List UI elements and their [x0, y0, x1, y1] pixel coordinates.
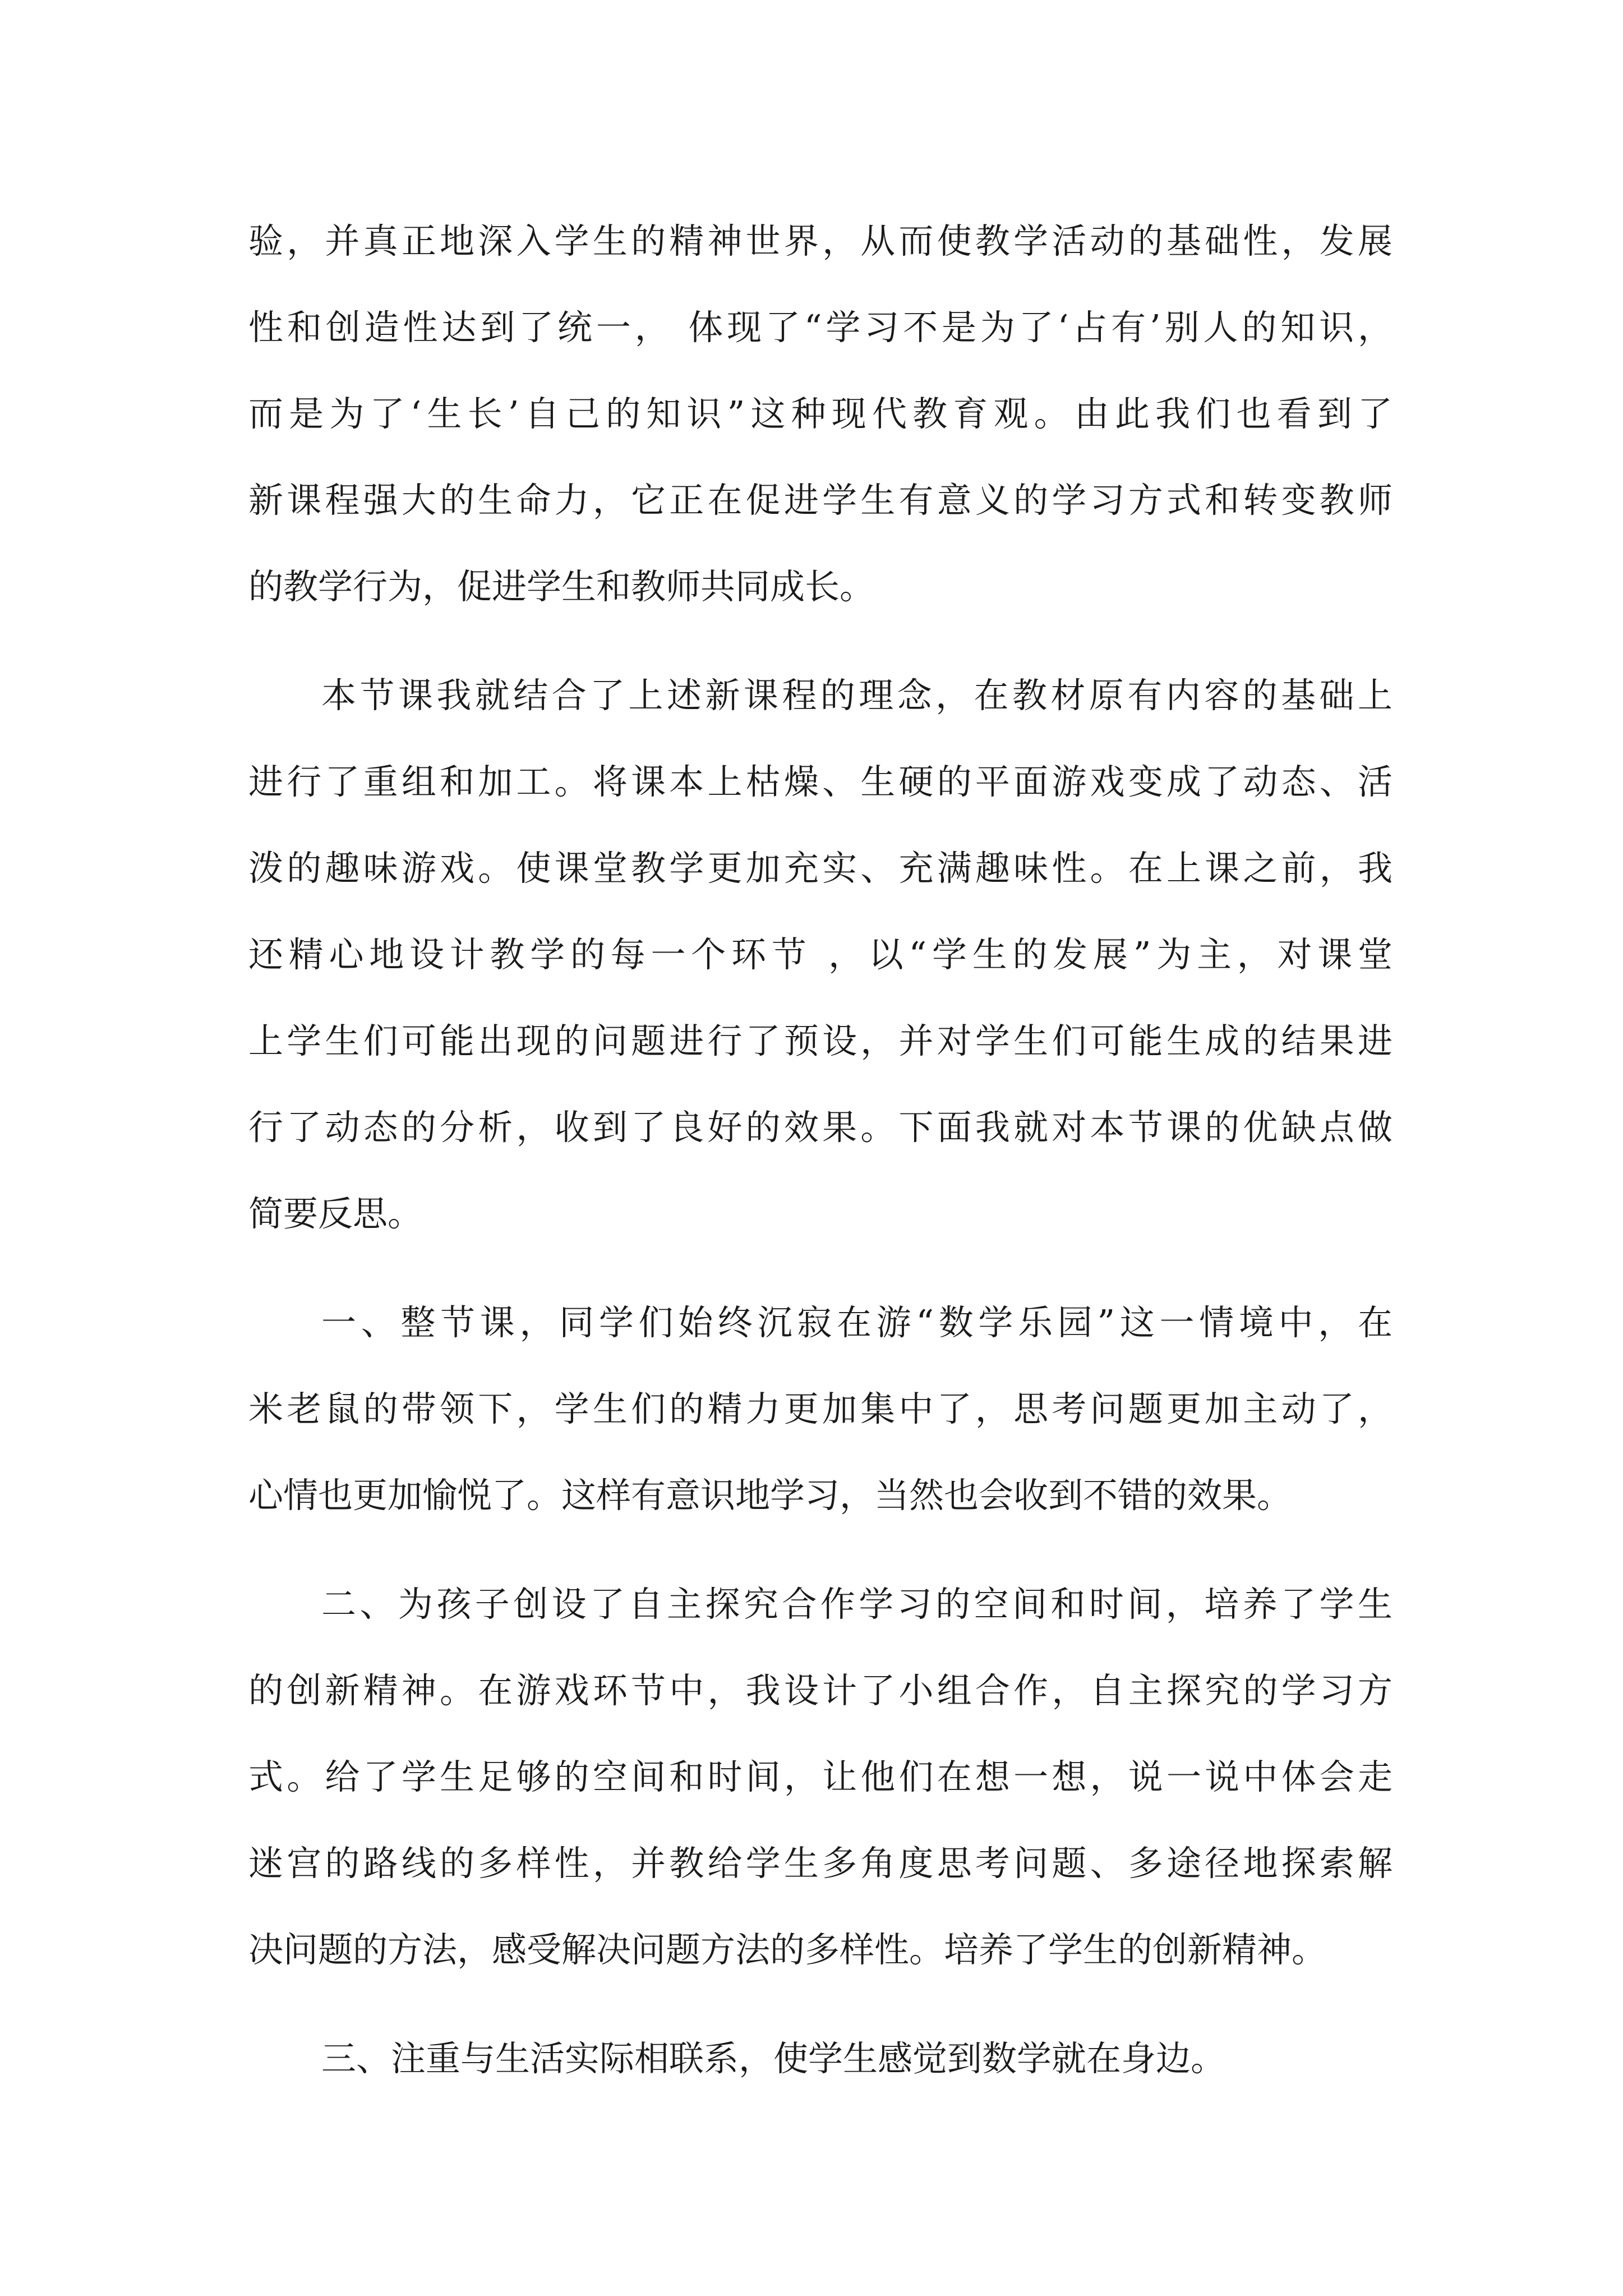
text-line: 米老鼠的带领下，学生们的精力更加集中了，思考问题更加主动了，: [248, 1388, 1393, 1429]
text-line: 一、整节课，同学们始终沉寂在游“数学乐园”这一情境中，在: [321, 1302, 1393, 1343]
text-line: 验，并真正地深入学生的精神世界，从而使教学活动的基础性，发展: [248, 220, 1393, 261]
text-line: 泼的趣味游戏。使课堂教学更加充实、充满趣味性。在上课之前，我: [248, 848, 1393, 889]
text-line: 迷宫的路线的多样性，并教给学生多角度思考问题、多途径地探索解: [248, 1843, 1393, 1884]
text-line: 三、注重与生活实际相联系，使学生感觉到数学就在身边。: [321, 2038, 1226, 2079]
text-line: 性和创造性达到了统一， 体现了“学习不是为了‘占有’别人的知识，: [248, 307, 1393, 348]
text-line: 行了动态的分析，收到了良好的效果。下面我就对本节课的优缺点做: [248, 1107, 1393, 1148]
text-line: 而是为了‘生长’自己的知识”这种现代教育观。由此我们也看到了: [248, 393, 1393, 434]
text-line: 二、为孩子创设了自主探究合作学习的空间和时间，培养了学生: [321, 1584, 1393, 1625]
text-line: 式。给了学生足够的空间和时间，让他们在想一想，说一说中体会走: [248, 1756, 1393, 1797]
text-line: 上学生们可能出现的问题进行了预设，并对学生们可能生成的结果进: [248, 1020, 1393, 1061]
text-line: 的创新精神。在游戏环节中，我设计了小组合作，自主探究的学习方: [248, 1670, 1393, 1711]
text-line: 决问题的方法，感受解决问题方法的多样性。培养了学生的创新精神。: [248, 1929, 1327, 1970]
text-line: 的教学行为，促进学生和教师共同成长。: [248, 566, 875, 607]
text-line: 本节课我就结合了上述新课程的理念，在教材原有内容的基础上: [321, 675, 1393, 716]
text-line: 新课程强大的生命力，它正在促进学生有意义的学习方式和转变教师: [248, 480, 1393, 521]
text-line: 还精心地设计教学的每一个环节 ，以“学生的发展”为主，对课堂: [248, 934, 1393, 975]
text-line: 简要反思。: [248, 1193, 423, 1234]
text-line: 心情也更加愉悦了。这样有意识地学习，当然也会收到不错的效果。: [248, 1475, 1292, 1516]
text-line: 进行了重组和加工。将课本上枯燥、生硬的平面游戏变成了动态、活: [248, 761, 1393, 802]
